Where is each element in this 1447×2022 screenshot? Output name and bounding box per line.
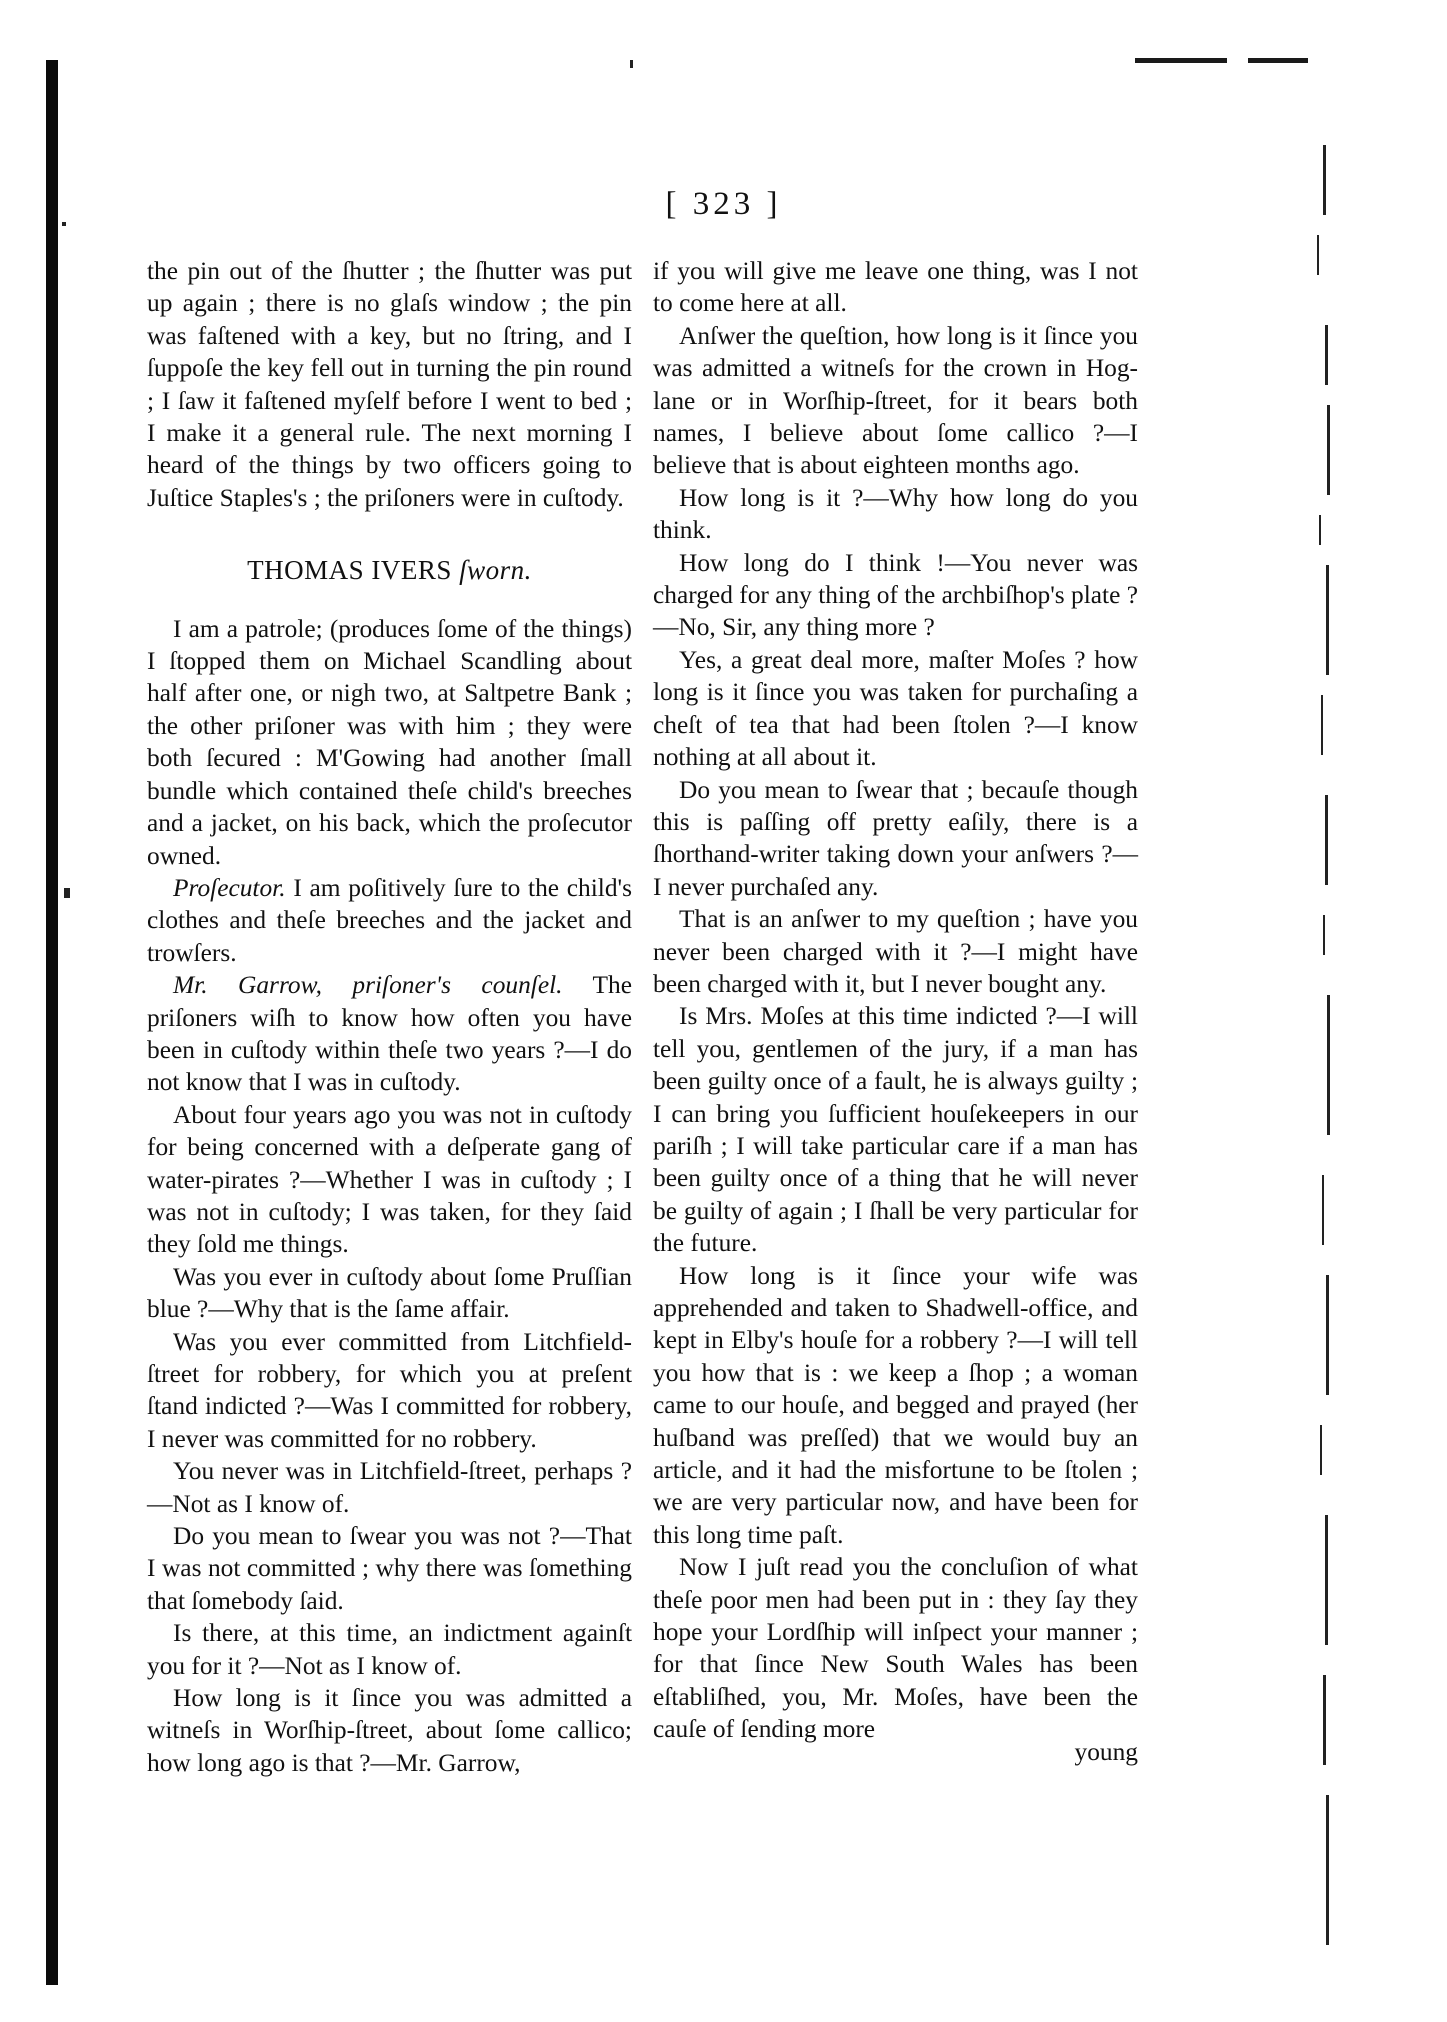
paragraph: if you will give me leave one thing, was I not to come here at all.: [653, 257, 1138, 318]
speaker-text: The priſoners wiſh to know how often you have been in cuſtody within theſe two years ?—I do not know that I was in cuſtody.: [147, 971, 632, 1097]
paragraph: Was you ever in cuſtody about ſome Pruſſian blue ?—Why that is the ſame affair.: [147, 1262, 632, 1324]
paragraph: Was you ever committed from Litchfield-ſtreet for robbery, for which you at preſent ſtand indicted ?—Was I committed for robbery, I never was committed for no robbery.: [147, 1327, 632, 1453]
paragraph: Is Mrs. Moſes at this time indicted ?—I will tell you, gentlemen of the jury, if a man has been guilty once of a fault, he is always guilty ; I can bring you ſufficient houſekeepers in our pariſh ; I will take particular care if a man has been guilty once of a thing that he will never be guilty of again ; I ſhall be very particular for the future.: [653, 1002, 1138, 1258]
paragraph: [147, 969, 632, 1099]
right-edge-noise: [1313, 95, 1335, 1965]
right-column: [653, 255, 1138, 1746]
paragraph: Anſwer the queſtion, how long is it ſince you was admitted a witneſs for the crown in Hog-lane or in Worſhip-ſtreet, for it bears both names, I believe about ſome callico ?—I believe that is about eighteen months ago.: [653, 321, 1138, 480]
left-column: [147, 255, 632, 1779]
speaker-text: I am poſitively ſure to the child's clothes and theſe breeches and the jacket and trowſers.: [147, 873, 632, 967]
paragraph: How long is it ?—Why how long do you think.: [653, 483, 1138, 545]
paragraph: You never was in Litchfield-ſtreet, perhaps ?—Not as I know of.: [147, 1457, 632, 1518]
paragraph: [147, 872, 632, 969]
paragraph: Yes, a great deal more, maſter Moſes ? how long is it ſince you was taken for purchaſing a cheſt of tea that had been ſtolen ?—I know nothing at all about it.: [653, 645, 1138, 772]
paragraph: Do you mean to ſwear you was not ?—That I was not committed ; why there was ſomething that ſomebody ſaid.: [147, 1522, 632, 1615]
speaker-label: Proſecutor.: [173, 873, 286, 902]
catchword: young: [1074, 1738, 1138, 1766]
paragraph: How long is it ſince you was admitted a witneſs in Worſhip-ſtreet, about ſome callico; how long ago is that ?—Mr. Garrow,: [147, 1684, 632, 1777]
speaker-label: Mr. Garrow, priſoner's counſel.: [173, 971, 563, 1000]
page-number: [ 323 ]: [665, 186, 782, 222]
paragraph: How long do I think !—You never was charged for any thing of the archbiſhop's plate ?—No, Sir, any thing more ?: [653, 548, 1138, 642]
paragraph: Is there, at this time, an indictment againſt you for it ?—Not as I know of.: [147, 1619, 632, 1680]
binding-shadow: [46, 60, 58, 1985]
paragraph: That is an anſwer to my queſtion ; have you never been charged with it ?—I might have been charged with it, but I never bought any.: [653, 905, 1138, 998]
top-edge-mark: [1248, 58, 1308, 63]
paragraph: Now I juſt read you the concluſion of what theſe poor men had been put in : they ſay they hope your Lordſhip will inſpect your manner ; for that ſince New South Wales has been eſtabliſhed, you, Mr. Moſes, have been the cauſe of ſending more: [653, 1553, 1138, 1744]
scan-speck: [64, 888, 70, 898]
paragraph: About four years ago you was not in cuſtody for being concerned with a deſperate gang of water-pirates ?—Whether I was in cuſtody ; I was not in cuſtody; I was taken, for they ſaid they ſold me things.: [147, 1100, 632, 1259]
witness-name: THOMAS IVERS: [247, 555, 452, 586]
paragraph: How long is it ſince your wife was apprehended and taken to Shadwell-office, and kept in Elby's houſe for a robbery ?—I will tell you how that is : we keep a ſhop ; a woman came to our houſe, and begged and prayed (her huſband was preſſed) that we would buy an article, and it had the misfortune to be ſtolen ; we are very particular now, and have been for this long time paſt.: [653, 1261, 1138, 1549]
paragraph: the pin out of the ſhutter ; the ſhutter was put up again ; there is no glaſs window ; the pin was faſtened with a key, but no ſtring, and I ſuppoſe the key fell out in turning the pin round ; I ſaw it faſtened myſelf before I went to bed ; I make it a general rule. The next morning I heard of the things by two officers going to Juſtice Staples's ; the priſoners were in cuſtody.: [147, 257, 632, 512]
paragraph: I am a patrole; (produces ſome of the things) I ſtopped them on Michael Scandling about half after one, or nigh two, at Saltpetre Bank ; the other priſoner was with him ; they were both ſecured : M'Gowing had another ſmall bundle which contained theſe child's breeches and a jacket, on his back, which the proſecutor owned.: [147, 614, 632, 870]
witness-heading: [147, 554, 632, 586]
paragraph: Do you mean to ſwear that ; becauſe though this is paſſing off pretty eaſily, there is a ſhorthand-writer taking down your anſwers ?—I never purchaſed any.: [653, 775, 1138, 901]
scan-speck: [630, 60, 633, 68]
top-edge-mark: [1135, 58, 1227, 63]
sworn-label: ſworn.: [459, 555, 532, 586]
